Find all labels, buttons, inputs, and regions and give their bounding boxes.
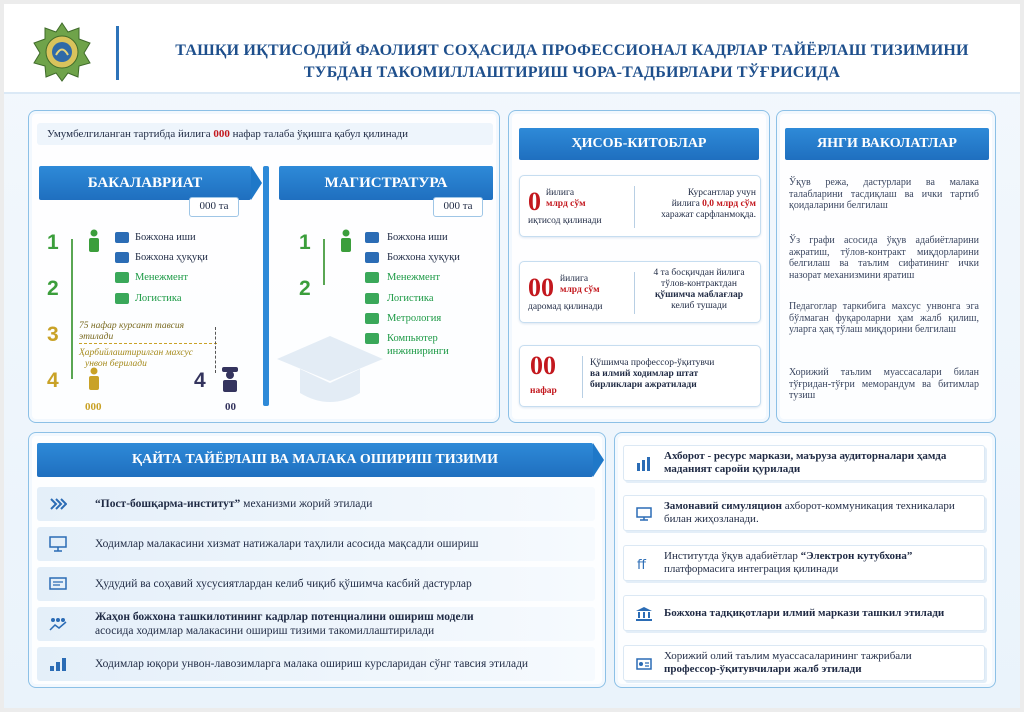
- powers-panel: [776, 110, 996, 423]
- retraining-row5-text: Ходимлар юқори унвон-лавозимларга малака ошириш курсларидан сўнг тавсия этилади: [95, 658, 529, 670]
- resource-card2-line2: билан жиҳозланади.: [664, 513, 759, 525]
- master-count-badge: 000 та: [433, 197, 483, 217]
- master-subject-2: Божхона ҳуқуқи: [387, 252, 460, 263]
- bachelor-total: 000: [85, 401, 102, 413]
- bachelor-timeline-line: [71, 239, 73, 379]
- retraining-panel: [28, 432, 606, 688]
- finance-card1-r2a: йилига: [671, 199, 700, 209]
- retraining-row3-text: Ҳудудий ва соҳавий хусусиятлардан келиб чиқиб қўшимча касбий дастурлар: [95, 578, 472, 590]
- finance-card2-r2: тўлов-контрактдан: [661, 279, 737, 289]
- resources-panel: [614, 432, 996, 688]
- retraining-row1-text: механизми жорий этилади: [243, 498, 373, 510]
- master-subject-6: Компьютер: [387, 333, 438, 344]
- finance-card2-number: 00: [528, 273, 554, 302]
- admission-strip: [37, 123, 493, 145]
- retraining-row1-quote: “Пост-бошқарма-институт”: [95, 498, 241, 510]
- finance-card3-r2: ва илмий ходимлар штат: [590, 369, 699, 379]
- retraining-row-5: [37, 647, 595, 681]
- admission-number: 000: [213, 128, 230, 140]
- finance-card2-l1: йилига: [560, 274, 589, 284]
- finance-card1-r1: Курсантлар учун: [687, 188, 756, 198]
- header-divider: [116, 26, 119, 80]
- finance-card1-number: 0: [528, 187, 541, 216]
- finance-card2-l3: даромад қилинади: [528, 302, 603, 312]
- resource-card3-text: Институтда ўқув адабиётлар: [664, 550, 798, 562]
- master-subject-4: Логистика: [387, 293, 434, 304]
- resource-card4-text: Божхона тадқиқотлари илмий маркази ташкил этилади: [664, 607, 945, 619]
- retraining-row-3: [37, 567, 595, 601]
- resource-card2-bold: Замонавий симуляцион: [664, 500, 782, 512]
- page-title-line1: ТАШҚИ ИҚТИСОДИЙ ФАОЛИЯТ СОҲАСИДА ПРОФЕССИОНАЛ КАДРЛАР ТАЙЁРЛАШ ТИЗИМИНИ: [175, 42, 969, 59]
- monitor-icon: [636, 507, 652, 521]
- resource-card-1: [623, 445, 985, 481]
- retraining-row4-line2: асосида ходимлар малакасини ошириш тизими такомиллаштирилади: [95, 625, 435, 637]
- finance-card1-l1: йилига: [546, 188, 575, 198]
- admission-text-before: Умумбелгиланган тартибда йилига: [47, 128, 211, 140]
- cadet-arrow: [215, 327, 216, 373]
- certificate-icon: [49, 576, 67, 592]
- retraining-heading: ҚАЙТА ТАЙЁРЛАШ ВА МАЛАКА ОШИРИШ ТИЗИМИ: [37, 443, 593, 477]
- bachelor-step-3: 3: [47, 323, 59, 346]
- institution-icon: [636, 607, 652, 621]
- management-icon: [365, 272, 379, 283]
- retraining-row4-line1: Жаҳон божхона ташкилотининг кадрлар потенциалини ошириш модели: [95, 611, 474, 623]
- customs-icon: [365, 232, 379, 243]
- career-growth-icon: [49, 656, 67, 672]
- presentation-board-icon: [49, 536, 67, 552]
- team-growth-icon: [49, 616, 67, 632]
- chevrons-right-icon: [49, 496, 67, 512]
- column-divider: [263, 166, 269, 406]
- management-icon: [115, 272, 129, 283]
- master-student-icon: [337, 229, 355, 253]
- master-subject-6b: инжиниринги: [387, 346, 449, 357]
- svg-text:ff: ff: [637, 558, 646, 571]
- master-subject-5: Метрология: [387, 313, 442, 324]
- resource-card-3: [623, 545, 985, 581]
- resource-card1-line1: Ахборот - ресурс маркази, маъруза аудиторналари ҳамда: [664, 450, 947, 462]
- finance-heading: ҲИСОБ-КИТОБЛАР: [519, 128, 759, 160]
- finance-panel: [508, 110, 770, 423]
- finance-card3-divider: [582, 356, 583, 398]
- bachelor-note: [79, 321, 217, 370]
- finance-card2-r3: қўшимча маблағлар: [654, 290, 744, 300]
- power-item-2: Ўз графи асосида ўқув адабиётларини ажратиш, тўлов-контракт миқдорларини белгилаш ва таълим сифатининг ички назорат механизмини яратиш: [789, 235, 979, 281]
- master-heading: МАГИСТРАТУРА: [279, 166, 493, 200]
- bachelor-heading: БАКАЛАВРИАТ: [39, 166, 251, 200]
- page-title: [132, 40, 1012, 84]
- master-step-2: 2: [299, 277, 311, 300]
- officer-icon: [219, 365, 241, 393]
- header: [4, 4, 1020, 94]
- finance-card2-divider: [634, 272, 635, 314]
- admission-text-after: нафар талаба ўқишга қабул қилинади: [232, 128, 408, 140]
- officer-step-4: 4: [194, 369, 206, 392]
- finance-card1-l2: млрд сўм: [546, 199, 586, 209]
- retraining-row-2: [37, 527, 595, 561]
- graduation-cap-icon: [275, 331, 385, 411]
- finance-card-1: [519, 175, 761, 237]
- id-card-icon: [636, 657, 652, 671]
- page-title-line2: ТУБДАН ТАКОМИЛЛАШТИРИШ ЧОРА-ТАДБИРЛАРИ ТЎҒРИСИДА: [303, 64, 841, 81]
- resource-card-5: [623, 645, 985, 681]
- resource-card3-quote: “Электрон кутубхона”: [800, 550, 913, 562]
- bachelor-note-line2: Ҳарбийлаштирилган махсус: [79, 348, 193, 358]
- resource-card5-line2: профессор-ўқитувчилари жалб этилади: [664, 663, 862, 675]
- law-icon: [115, 252, 129, 263]
- law-icon: [365, 252, 379, 263]
- resource-card1-line2: маданият саройи қурилади: [664, 463, 801, 475]
- finance-card3-number: 00: [530, 351, 556, 380]
- bachelor-subject-1: Божхона иши: [135, 232, 196, 243]
- finance-card1-l3: иқтисод қилинади: [528, 216, 602, 226]
- metrology-icon: [365, 313, 379, 324]
- bachelor-step-4: 4: [47, 369, 59, 392]
- finance-card3-r3: бирликлари ажратилади: [590, 380, 697, 390]
- master-step-1: 1: [299, 231, 311, 254]
- bachelor-subject-4: Логистика: [135, 293, 182, 304]
- master-timeline-line: [323, 239, 325, 285]
- customs-emblem-logo: [32, 22, 92, 82]
- finance-card1-divider: [634, 186, 635, 228]
- finance-card3-unit: нафар: [530, 386, 557, 396]
- retraining-row2-text: Ходимлар малакасини хизмат натижалари таҳлили асосида мақсадли ошириш: [95, 538, 479, 550]
- bachelor-note-line3: унвон берилади: [85, 359, 147, 369]
- resource-card-4: [623, 595, 985, 631]
- bachelor-step-2: 2: [47, 277, 59, 300]
- education-panel: [28, 110, 500, 423]
- student-icon: [85, 229, 103, 253]
- bachelor-subject-3: Менежмент: [135, 272, 188, 283]
- bachelor-note-line1: 75 нафар курсант тавсия этилади: [79, 321, 217, 344]
- bachelor-subject-2: Божхона ҳуқуқи: [135, 252, 208, 263]
- bachelor-step-1: 1: [47, 231, 59, 254]
- logistics-icon: [115, 293, 129, 304]
- retraining-row-1: [37, 487, 595, 521]
- finance-card1-r3: харажат сарфланмоқда.: [661, 210, 756, 220]
- infographic-sheet: [4, 4, 1020, 708]
- officer-total: 00: [225, 401, 236, 413]
- bachelor-count-badge: 000 та: [189, 197, 239, 217]
- finance-card2-r1: 4 та босқичдан йилига: [653, 268, 745, 278]
- finance-card1-r2b: 0,0 млрд сўм: [702, 199, 756, 209]
- power-item-3: Педагоглар таркибига махсус унвонга эга бўлмаган фуқароларни ҳам жалб қилиш, уларга ҳақ тўлаш миқдорини белгилаш: [789, 301, 979, 335]
- resource-card-2: [623, 495, 985, 531]
- master-subject-3: Менежмент: [387, 272, 440, 283]
- resource-card5-line1: Хорижий олий таълим муассасаларининг тажрибали: [664, 650, 912, 662]
- cadet-icon: [85, 367, 103, 391]
- quote-icon: [636, 557, 652, 571]
- power-item-4: Хорижий таълим муассасалари билан тўғридан-тўғри меморандум ва битимлар тузиш: [789, 367, 979, 401]
- finance-card2-r4: келиб тушади: [671, 301, 727, 311]
- retraining-row-4: [37, 607, 595, 641]
- powers-heading: ЯНГИ ВАКОЛАТЛАР: [785, 128, 989, 160]
- resource-card3-line2: платформасига интеграция қилинади: [664, 563, 839, 575]
- resource-card2-rest: ахборот-коммуникация техникалари: [784, 500, 955, 512]
- finance-card3-r1: Қўшимча профессор-ўқитувчи: [590, 358, 715, 368]
- master-subject-1: Божхона иши: [387, 232, 448, 243]
- bar-chart-icon: [636, 457, 652, 471]
- power-item-1: Ўқув режа, дастурлари ва малака талабларини тасдиқлаш ва ички тартиб қоидаларини белгилаш: [789, 177, 979, 211]
- customs-icon: [115, 232, 129, 243]
- finance-card-3: [519, 345, 761, 407]
- finance-card2-l2: млрд сўм: [560, 285, 600, 295]
- logistics-icon: [365, 293, 379, 304]
- finance-card-2: [519, 261, 761, 323]
